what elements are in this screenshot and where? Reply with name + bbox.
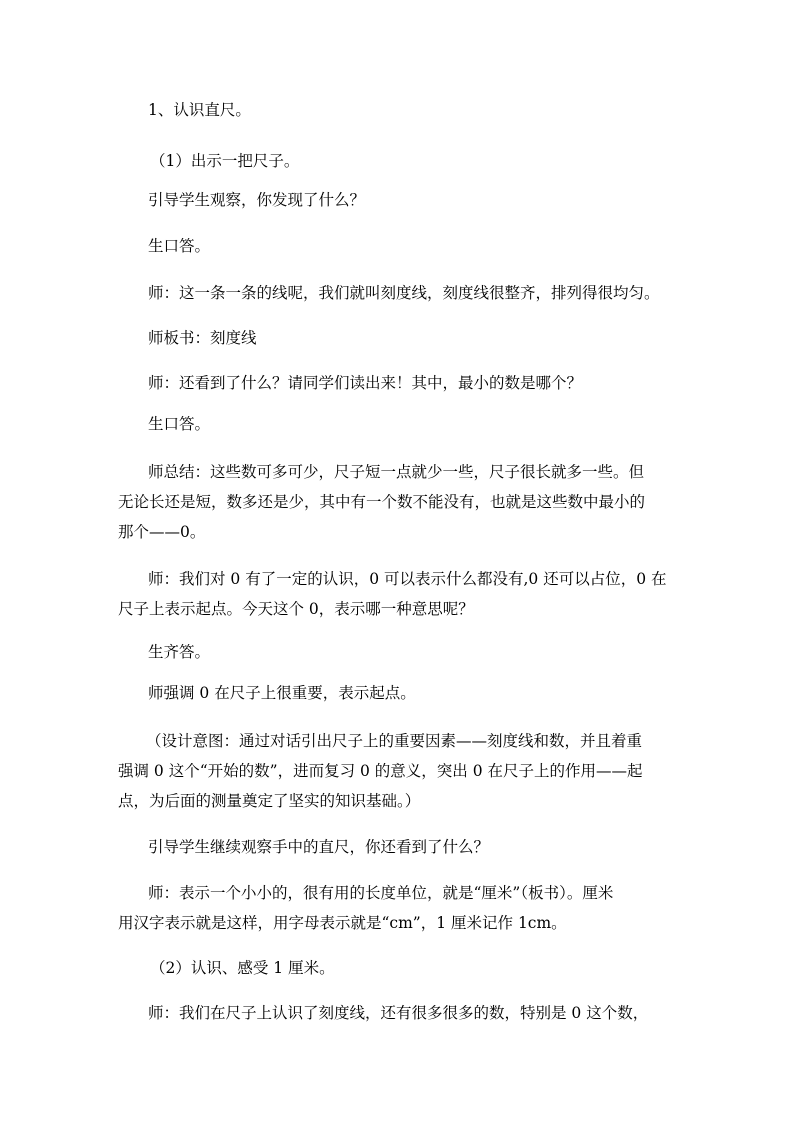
text-line: （1）出示一把尺子。 [150, 152, 300, 170]
text-line: 师：还看到了什么？请同学们读出来！其中，最小的数是哪个？ [148, 374, 583, 392]
text-line: （2）认识、感受 1 厘米。 [150, 959, 335, 977]
text-line: 师：我们对 0 有了一定的认识，0 可以表示什么都没有,0 还可以占位，0 在 [148, 570, 667, 588]
text-line: 生齐答。 [148, 643, 211, 661]
paragraph [148, 373, 684, 393]
paragraph [148, 414, 684, 434]
paragraph [148, 837, 684, 857]
text-line: 点，为后面的测量奠定了坚实的知识基础。） [118, 792, 421, 810]
text-line: 强调 0 这个“开始的数”，进而复习 0 的意义，突出 0 在尺子上的作用——起 [118, 762, 643, 780]
design-intent-note [118, 731, 684, 811]
text-line: 生口答。 [148, 415, 211, 433]
text-line: （设计意图：通过对话引出尺子上的重要因素——刻度线和数，并且着重 [146, 732, 643, 750]
paragraph [118, 569, 684, 619]
section-heading [148, 100, 684, 120]
paragraph [148, 683, 684, 703]
text-line: 无论长还是短，数多还是少，其中有一个数不能没有，也就是这些数中最小的 [118, 493, 646, 511]
paragraph [148, 1003, 684, 1023]
text-line: 师板书：刻度线 [148, 329, 257, 347]
paragraph-summary [118, 462, 684, 542]
paragraph [148, 283, 684, 303]
text-line: 引导学生继续观察手中的直尺，你还看到了什么？ [148, 838, 490, 856]
paragraph [148, 328, 684, 348]
text-line: 那个——0。 [118, 523, 206, 541]
subsection-heading [148, 151, 684, 171]
text-line: 师强调 0 在尺子上很重要，表示起点。 [148, 684, 416, 702]
paragraph [148, 642, 684, 662]
text-line: 生口答。 [148, 237, 211, 255]
text-line: 尺子上表示起点。今天这个 0，表示哪一种意思呢？ [118, 600, 474, 618]
text-line: 师：我们在尺子上认识了刻度线，还有很多很多的数，特别是 0 这个数， [148, 1004, 649, 1022]
paragraph [148, 190, 684, 210]
text-line: 师总结：这些数可多可少，尺子短一点就少一些，尺子很长就多一些。但 [148, 463, 645, 481]
text-line: 师：表示一个小小的，很有用的长度单位，就是“厘米”（板书）。厘米 [148, 884, 614, 902]
paragraph [118, 883, 684, 933]
text-line: 用汉字表示就是这样，用字母表示就是“cm”，1 厘米记作 1cm。 [118, 914, 567, 932]
text-line: 1、认识直尺。 [148, 101, 251, 119]
text-line: 引导学生观察，你发现了什么？ [148, 191, 366, 209]
paragraph [148, 236, 684, 256]
subsection-heading [148, 958, 684, 978]
text-line: 师：这一条一条的线呢，我们就叫刻度线，刻度线很整齐，排列得很均匀。 [148, 284, 660, 302]
